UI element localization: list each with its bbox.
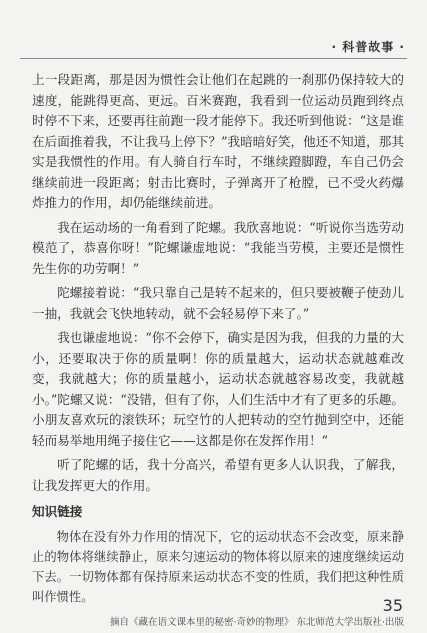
- page-number: 35: [383, 596, 403, 615]
- source-citation: 摘自《藏在语文课本里的秘密·奇妙的物理》 东北师范大学出版社·出版: [32, 613, 404, 633]
- header-divider: [20, 58, 407, 59]
- page-body: [32, 70, 404, 633]
- section-title: · 科普故事 ·: [332, 38, 405, 55]
- paragraph: 上一段距离，那是因为惯性会让他们在起跳的一刹那仍保持较大的速度，能跳得更高、更远。百米赛跑，我看到一位运动员跑到终点时停不下来，还要再往前跑一段才能停下。我还听到他说：“这是谁在后面推着我，不让我马上停下？”我暗暗好笑，他还不知道，那其实是我惯性的作用。有人骑自行车时，不继续蹬脚蹬，车自己仍会继续前进一段距离；射击比赛时，子弹离开了枪膛，已不受火药爆炸推力的作用，却仍能继续前进。: [32, 70, 404, 214]
- paragraph: 我在运动场的一角看到了陀螺。我欣喜地说：“听说你当选劳动模范了，恭喜你呀！”陀螺谦虚地说：“我能当劳模，主要还是惯性先生你的功劳啊！”: [32, 218, 404, 280]
- paragraph: 陀螺接着说：“我只靠自己是转不起来的，但只要被鞭子使劲儿一抽，我就会飞快地转动，就不会轻易停下来了。”: [32, 283, 404, 324]
- knowledge-text: 物体在没有外力作用的情况下，它的运动状态不会改变，原来静止的物体将继续静止，原来匀速运动的物体将以原来的速度继续运动下去。一切物体都有保持原来运动状态不变的性质，我们把这种性质叫作惯性。: [32, 527, 404, 607]
- knowledge-heading: 知识链接: [32, 502, 404, 523]
- paragraph: 听了陀螺的话，我十分高兴，希望有更多人认识我，了解我，让我发挥更大的作用。: [32, 455, 404, 496]
- paragraph: 我也谦虚地说：“你不会停下，确实是因为我，但我的力量的大小，还要取决于你的质量啊！你的质量越大，运动状态就越难改变，我就越大；你的质量越小，运动状态就越容易改变，我就越小。”陀螺又说：“没错，但有了你，人们生活中才有了更多的乐趣。小朋友喜欢玩的滚铁环；玩空竹的人把转动的空竹抛到空中，还能轻而易举地用绳子接住它——这都是你在发挥作用！”: [32, 328, 404, 451]
